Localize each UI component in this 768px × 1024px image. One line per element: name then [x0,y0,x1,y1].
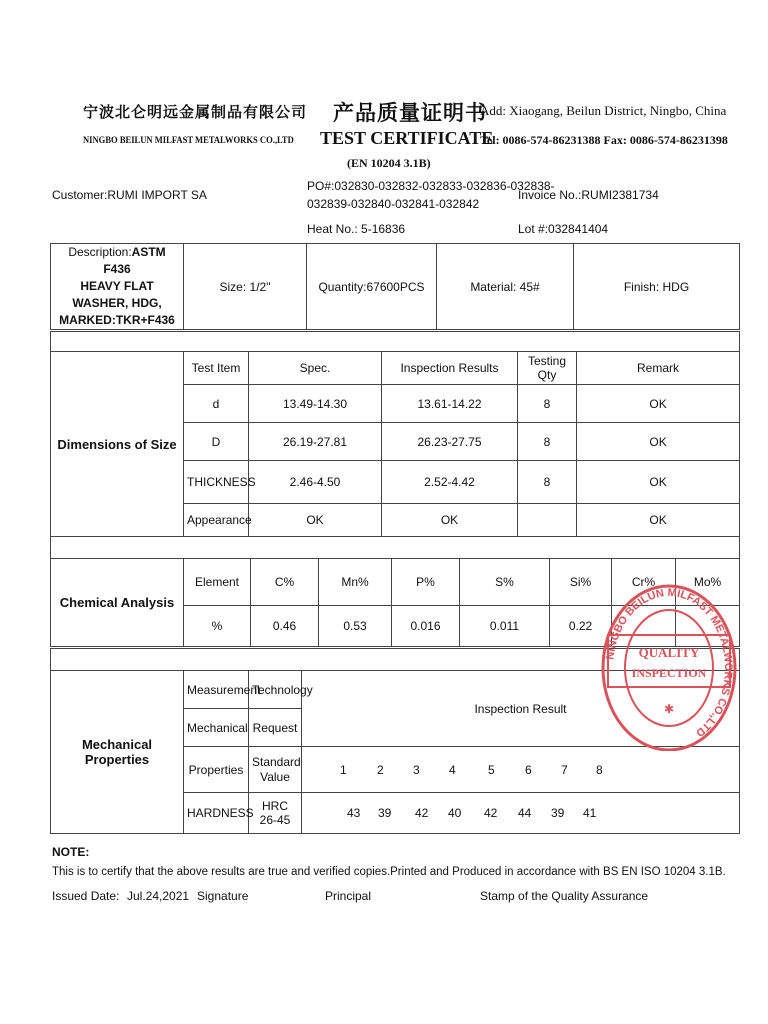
request-label: Request [249,709,302,747]
po-line-2: 032839-032840-032841-032842 [307,197,480,211]
material-cell: Material: 45# [437,244,574,330]
issued-label: Issued Date: [52,889,120,903]
principal-label: Principal [325,889,372,903]
lot-no: Lot #:032841404 [518,222,609,236]
stamp-line-1: QUALITY [638,645,700,660]
hardness-value: 39 [378,805,392,820]
measurement-label: Measurement [184,671,249,709]
quality-inspection-stamp [600,573,738,751]
testing-qty [518,504,577,537]
customer: Customer:RUMI IMPORT SA [52,188,207,202]
spec: 26.19-27.81 [249,423,382,461]
company-name-cn: 宁波北仑明远金属制品有限公司 [83,105,308,121]
hardness-value: 41 [583,805,597,820]
sample-number: 4 [449,762,456,777]
standard-value-label: Standard Value [249,747,302,793]
hardness-spec: HRC 26-45 [249,793,302,834]
signature-label: Signature [197,889,249,903]
testing-qty: 8 [518,461,577,504]
hardness-values-track [302,794,739,833]
spacer-row [51,537,740,559]
test-item: D [184,423,249,461]
hardness-value: 42 [484,805,498,820]
test-item: d [184,385,249,423]
sample-number: 3 [413,762,420,777]
inspection-result: OK [382,504,518,537]
inspection-result: 2.52-4.42 [382,461,518,504]
technology-label: Technology [249,671,302,709]
header-spec: Spec. [249,352,382,385]
sample-number: 5 [488,762,495,777]
invoice-no: Invoice No.:RUMI2381734 [518,188,659,202]
value-c: 0.46 [251,606,319,647]
company-contact: Tel: 0086-574-86231388 Fax: 0086-574-86231398 [480,133,728,147]
header-c: C% [251,559,319,606]
mechanical-section-label: Mechanical Properties [51,671,184,834]
quantity-cell: Quantity:67600PCS [307,244,437,330]
spec: 2.46-4.50 [249,461,382,504]
header-s: S% [460,559,550,606]
header-cr: Cr% [612,559,676,606]
description-line-2: HEAVY FLAT WASHER, HDG, [72,279,162,310]
standard-ref: (EN 10204 3.1B) [347,156,431,170]
finish-cell: Finish: HDG [574,244,740,330]
spec: OK [249,504,382,537]
sample-number: 2 [377,762,384,777]
company-name-en: NINGBO BEILUN MILFAST METALWORKS CO.,LTD [83,135,294,145]
sample-number: 6 [525,762,532,777]
header-element: Element [184,559,251,606]
product-table [50,243,740,330]
value-unit: % [184,606,251,647]
size-cell: Size: 1/2" [184,244,307,330]
test-item: THICKNESS [184,461,249,504]
sample-number: 7 [561,762,568,777]
po-line-1: PO#:032830-032832-032833-032836-032838- [307,179,555,193]
note-label: NOTE: [52,845,90,859]
title-en: TEST CERTIFICATE [320,128,494,148]
hardness-value: 43 [347,805,361,820]
header-test-item: Test Item [184,352,249,385]
header-si: Si% [550,559,612,606]
remark: OK [577,385,740,423]
header-mo: Mo% [676,559,740,606]
properties-label: Properties [184,747,249,793]
hardness-label: HARDNESS [184,793,249,834]
chemical-section-label: Chemical Analysis [51,559,184,647]
inspection-result: 26.23-27.75 [382,423,518,461]
title-cn: 产品质量证明书 [333,101,487,125]
dimensions-table [50,331,740,537]
header-testing-qty: Testing Qty [518,352,577,385]
remark: OK [577,504,740,537]
header-p: P% [392,559,460,606]
stamp-line-2: INSPECTION [631,666,707,680]
stamp-asterisk-icon: ✱ [663,702,675,716]
header-mn: Mn% [319,559,392,606]
inspection-result-label: Inspection Result [302,671,740,747]
stamp-label: Stamp of the Quality Assurance [480,889,649,903]
hardness-value: 39 [551,805,565,820]
sample-number: 8 [596,762,603,777]
testing-qty: 8 [518,423,577,461]
value-p: 0.016 [392,606,460,647]
note-text: This is to certify that the above results are true and verified copies.Printed and Produced in accordance with BS EN ISO 10204 3.1B. [52,866,726,878]
hardness-value: 42 [415,805,429,820]
remark: OK [577,423,740,461]
test-item: Appearance [184,504,249,537]
sample-numbers-cell [302,747,740,793]
hardness-values-cell [302,793,740,834]
description-line-1: ASTM F436 [103,245,166,276]
value-si: 0.22 [550,606,612,647]
hardness-value: 40 [448,805,462,820]
company-address: Add: Xiaogang, Beilun District, Ningbo, China [480,103,727,118]
remark: OK [577,461,740,504]
header-remark: Remark [577,352,740,385]
sample-number: 1 [340,762,347,777]
sample-numbers-track [302,748,739,792]
stamp-ring-text: NINGBO BEILUN MILFAST METALWORKS CO.,LTD [604,586,735,739]
testing-qty: 8 [518,385,577,423]
description-label: Description: [68,245,132,259]
value-mn: 0.53 [319,606,392,647]
value-s: 0.011 [460,606,550,647]
description-cell [51,244,184,330]
spacer-row [51,332,740,352]
mechanical-label: Mechanical [184,709,249,747]
description-line-3: MARKED:TKR+F436 [59,313,175,327]
spec: 13.49-14.30 [249,385,382,423]
issued-date: Jul.24,2021 [127,889,190,903]
header-inspection-results: Inspection Results [382,352,518,385]
hardness-value: 44 [518,805,532,820]
heat-no: Heat No.: 5-16836 [307,222,406,236]
inspection-result: 13.61-14.22 [382,385,518,423]
dimensions-section-label: Dimensions of Size [51,352,184,537]
